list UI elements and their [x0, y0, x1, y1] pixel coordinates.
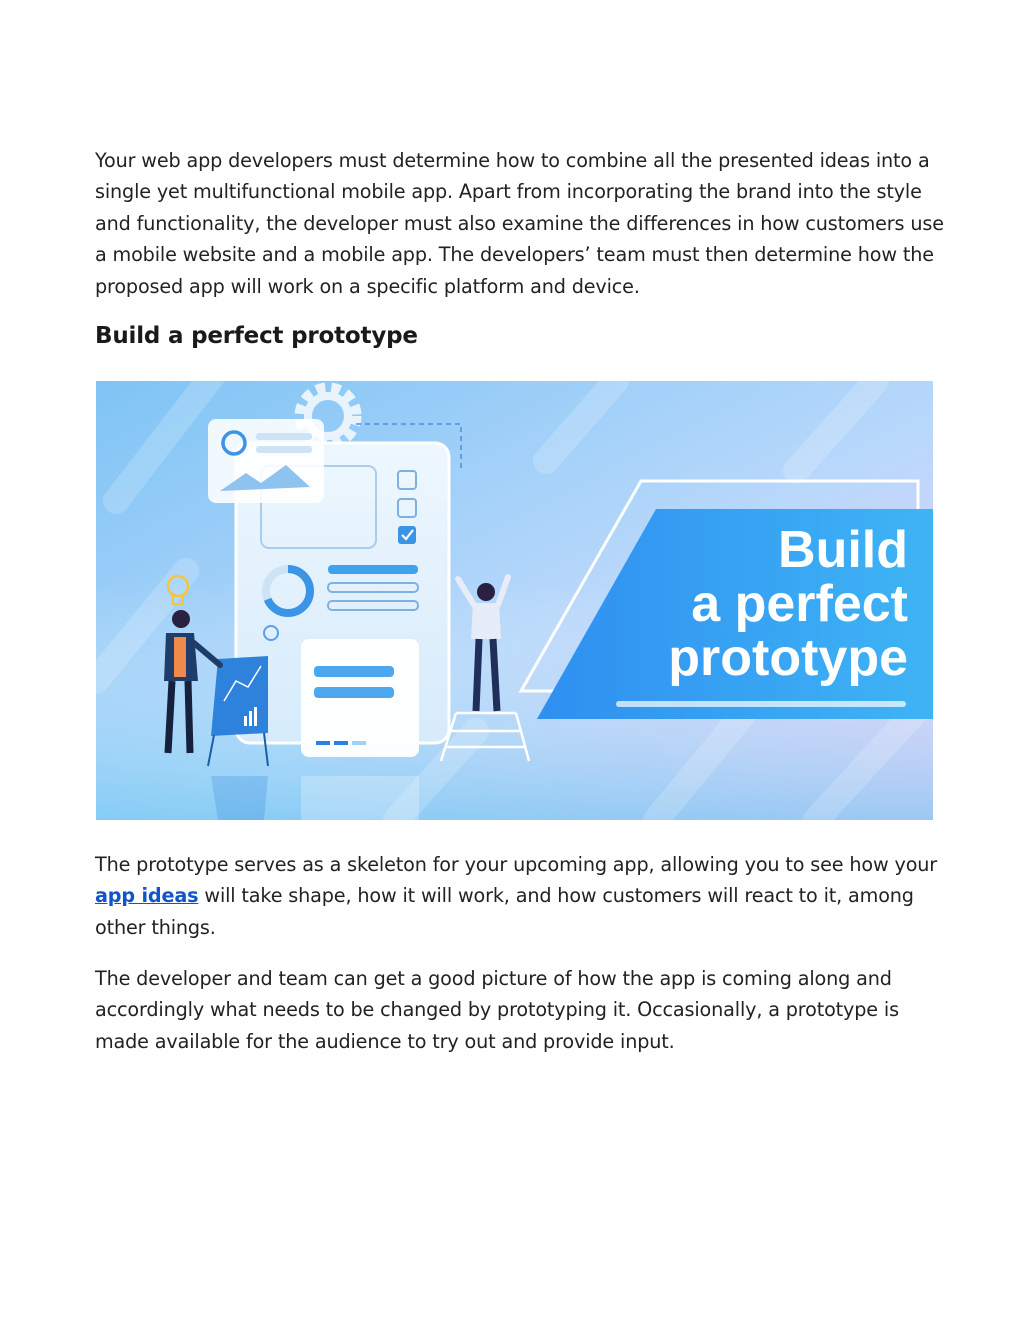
- banner-title-line-1: Build: [778, 521, 908, 579]
- paragraph-text: The prototype serves as a skeleton for your upcoming app, allowing you to see how your: [95, 853, 938, 876]
- section-heading: Build a perfect prototype: [95, 323, 418, 349]
- hero-illustration: [96, 381, 933, 820]
- form-card: [301, 639, 419, 757]
- intro-paragraph: Your web app developers must determine how to combine all the presented ideas into a single yet multifunctional mobile app. Apart from incorporating the brand into the style and functionality, the developer must also examine the differences in how customers use a mobile website and a mobile app. The developers’ team must then determine how the proposed app will work on a specific platform and device.: [95, 149, 944, 298]
- banner-title-line-2: a perfect: [691, 575, 908, 633]
- floor-reflection: [211, 776, 419, 820]
- developer-paragraph: The developer and team can get a good picture of how the app is coming along and accordingly what needs to be changed by prototyping it. Occasionally, a prototype is made available for the audience to try out and provide input.: [95, 967, 899, 1053]
- image-card: [208, 419, 324, 503]
- checked-checkbox-icon: [398, 526, 416, 544]
- app-ideas-link[interactable]: app ideas: [95, 884, 199, 908]
- banner-title-line-3: prototype: [668, 629, 908, 687]
- paragraph-text: will take shape, how it will work, and how customers will react to it, among other things.: [95, 884, 914, 939]
- prototype-paragraph: [95, 849, 945, 943]
